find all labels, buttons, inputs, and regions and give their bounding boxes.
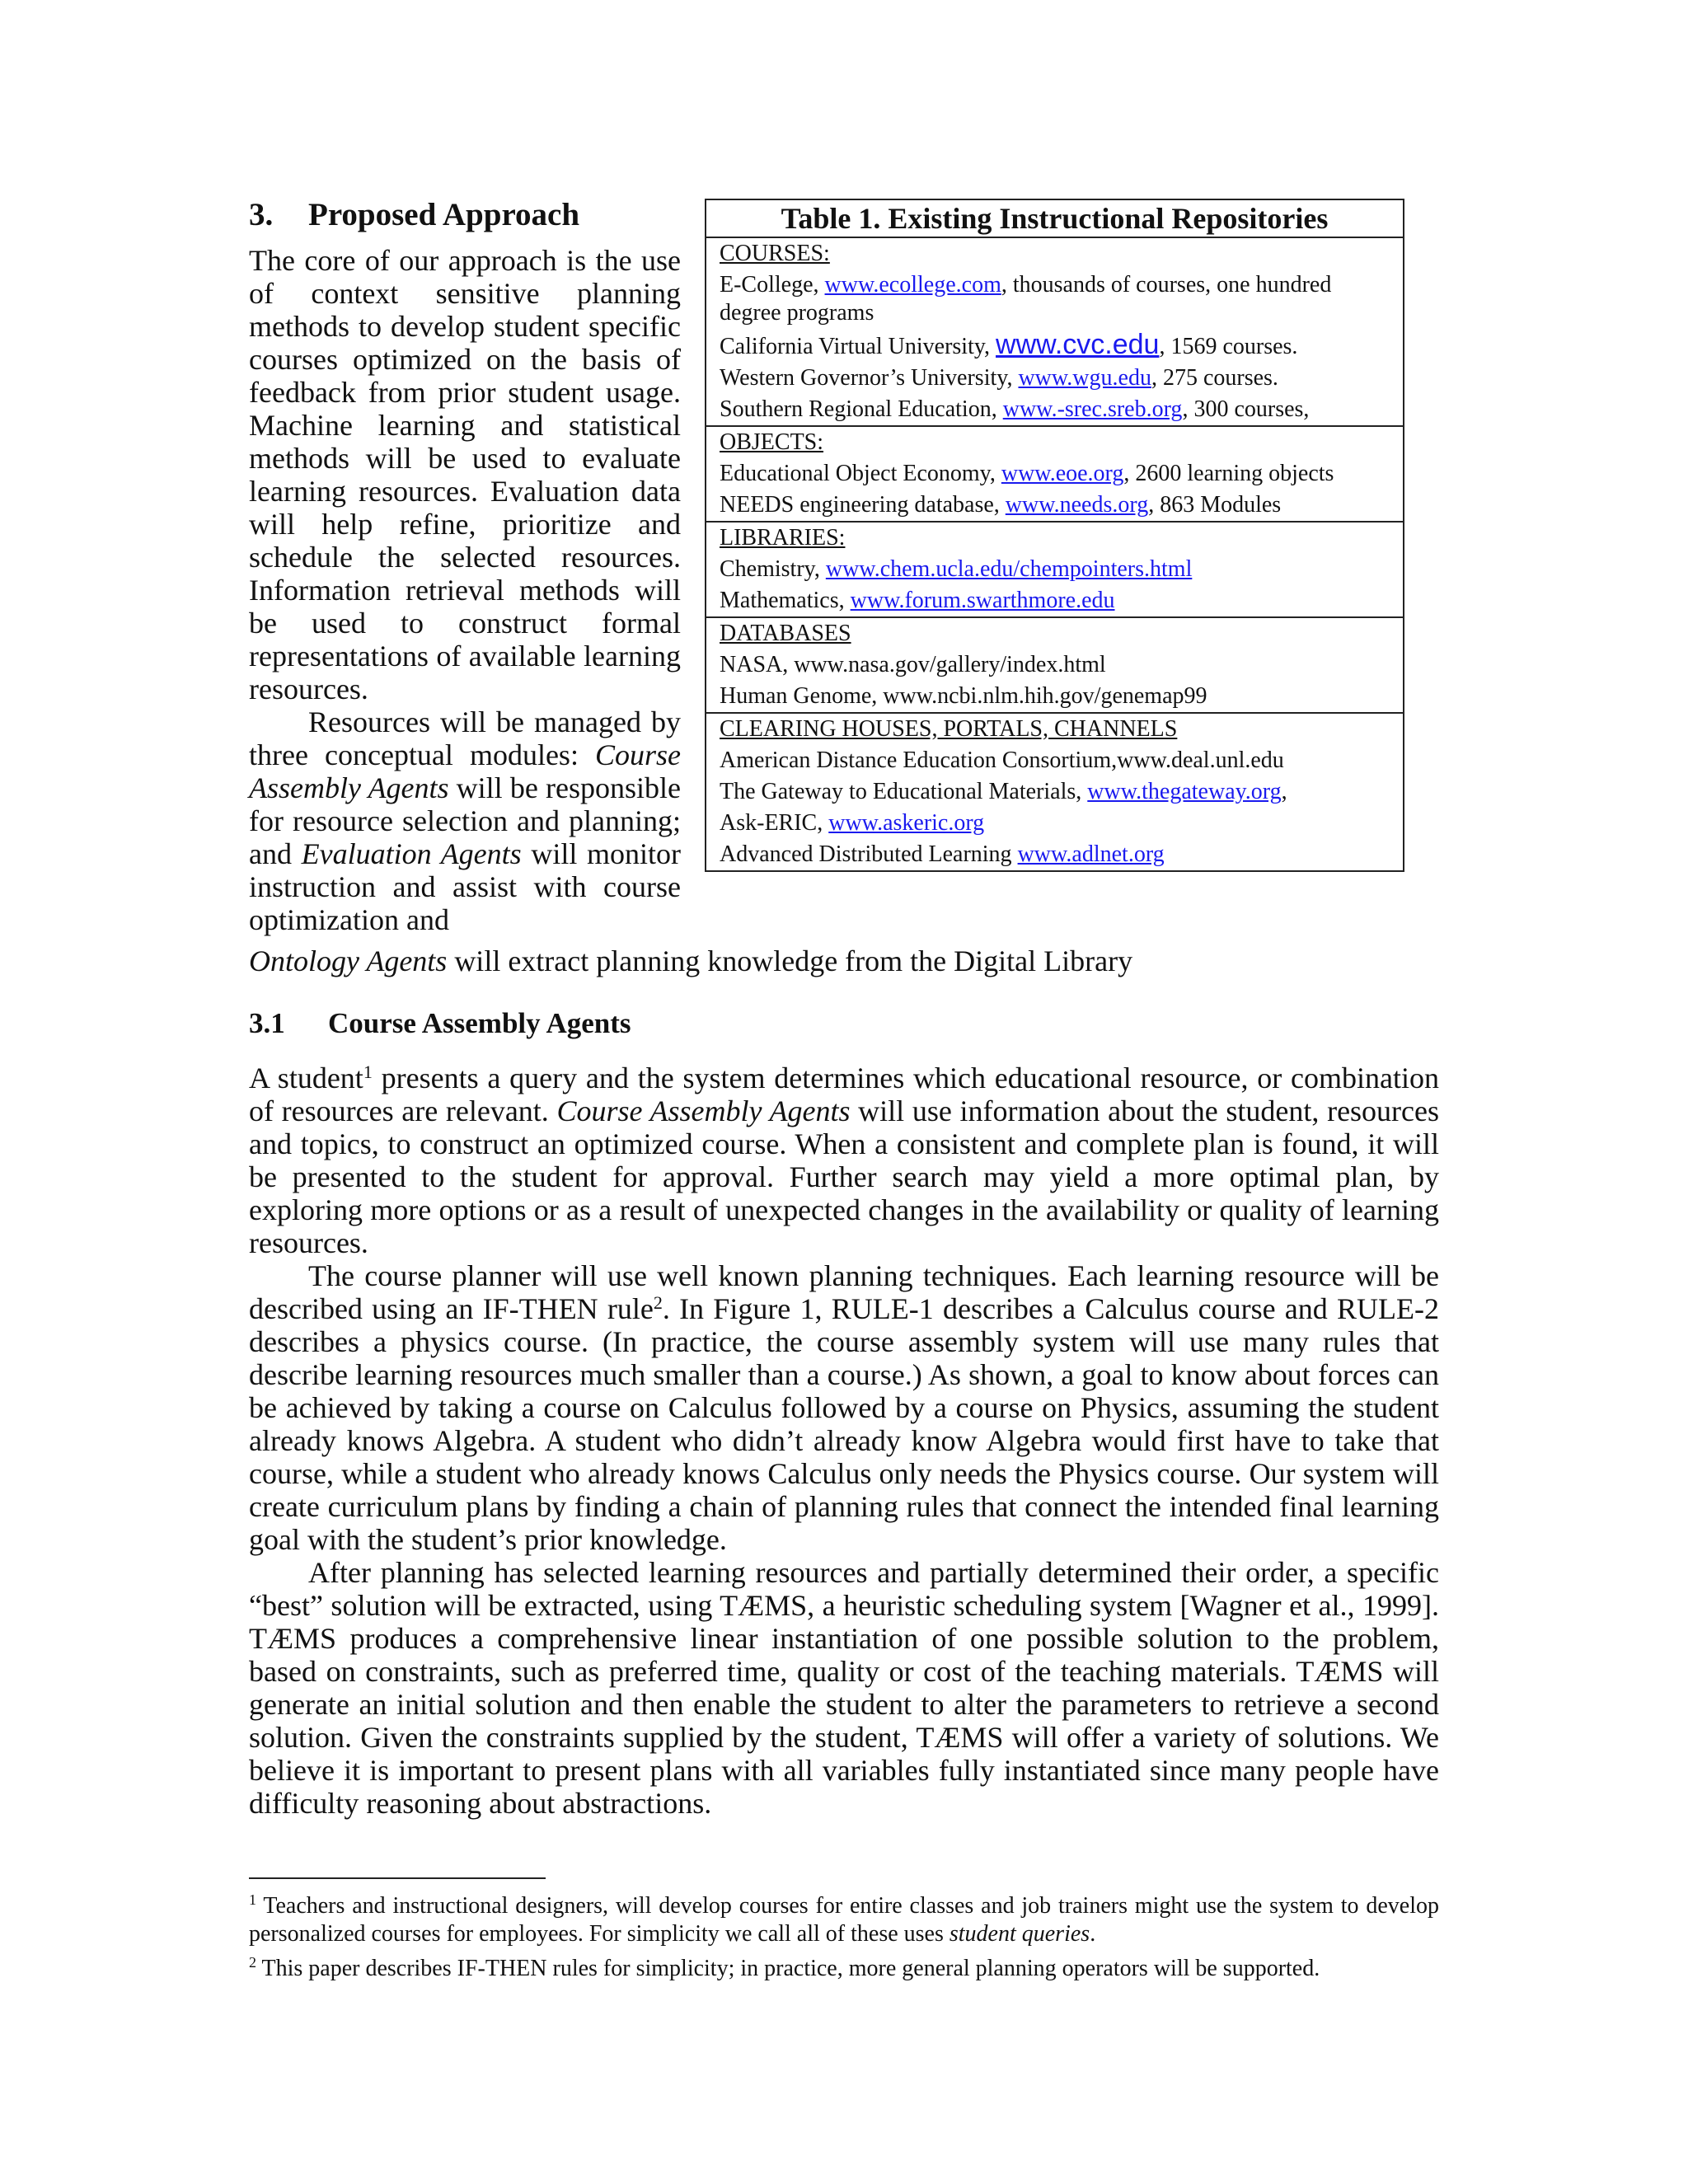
- table-section-heading: OBJECTS:: [720, 429, 824, 455]
- section-3-heading: [249, 196, 579, 233]
- footnote-marker: 1: [363, 1062, 373, 1082]
- table-row: Mathematics, www.forum.swarthmore.edu: [720, 588, 1115, 613]
- footnote: $^1$ Teachers and instructional designers, will develop courses for entire classes and job trainers might use the system to develop personalized courses for employees. For simplicity we call all of these uses student queries.: [249, 1891, 1439, 1947]
- text-run: will monitor instruction and assist with course optimization and: [249, 837, 681, 936]
- text-run: will extract planning knowledge from the Digital Library: [447, 944, 1133, 977]
- repository-link[interactable]: www.needs.org: [1005, 492, 1149, 518]
- footnote-separator: [249, 1877, 546, 1879]
- emphasis: Course Assembly Agents: [556, 1094, 851, 1127]
- table-row: Ask-ERIC, www.askeric.org: [720, 810, 985, 836]
- table-section-heading: COURSES:: [720, 241, 830, 266]
- text-run: Resources will be managed by three conceptual modules:: [249, 705, 681, 771]
- paragraph: [249, 705, 681, 936]
- table-section-databases: [706, 618, 1403, 714]
- table-row: The Gateway to Educational Materials, www.thegateway.org,: [720, 779, 1287, 804]
- table-section-heading: CLEARING HOUSES, PORTALS, CHANNELS: [720, 716, 1178, 742]
- repository-link[interactable]: www.adlnet.org: [1017, 841, 1165, 867]
- table-section-courses: [706, 238, 1403, 427]
- table-row: California Virtual University, www.cvc.edu, 1569 courses.: [720, 329, 1298, 360]
- repository-link[interactable]: www.cvc.edu: [996, 329, 1160, 360]
- section-title: Proposed Approach: [308, 197, 580, 232]
- table-row: Advanced Distributed Learning www.adlnet.org: [720, 841, 1165, 867]
- table-row: American Distance Education Consortium,www.deal.unl.edu: [720, 748, 1284, 773]
- section-title: Course Assembly Agents: [328, 1007, 631, 1039]
- table-row: Human Genome, www.ncbi.nlm.hih.gov/genemap99: [720, 683, 1207, 709]
- footnote-marker: 2: [653, 1292, 663, 1313]
- paragraph: A student$^1$ presents a query and the system determines which educational resource, or combination of resources are relevant. Course Assembly Agents will use information about the student, resources and topics, to construct an optimized course. When a consistent and complete plan is found, it will be presented to the student for approval. Further search may yield a more optimal plan, by exploring more options or as a result of unexpected changes in the availability or quality of learning resources.: [249, 1062, 1440, 1259]
- continuation-line: [249, 944, 1132, 977]
- repository-link[interactable]: www.askeric.org: [828, 810, 985, 836]
- repository-link[interactable]: www.thegateway.org: [1087, 779, 1282, 804]
- section-3-1-body: [249, 1062, 1439, 1820]
- table-row: NASA, www.nasa.gov/gallery/index.html: [720, 652, 1106, 677]
- table-section-heading: DATABASES: [720, 621, 851, 646]
- repository-link[interactable]: www.eoe.org: [1001, 461, 1124, 486]
- section-number: 3.1: [249, 1007, 285, 1039]
- table-row: Southern Regional Education, www.-srec.sreb.org, 300 courses,: [720, 396, 1310, 422]
- table-row: Western Governor’s University, www.wgu.edu, 275 courses.: [720, 365, 1278, 391]
- paragraph: After planning has selected learning resources and partially determined their order, a specific “best” solution will be extracted, using TÆMS, a heuristic scheduling system [Wagner et al., 1999]. TÆMS produces a comprehensive linear instantiation of one possible solution to the problem, based on constraints, such as preferred time, quality or cost of the teaching materials. TÆMS will generate an initial solution and then enable the student to alter the parameters to retrieve a second solution. Given the constraints supplied by the student, TÆMS will offer a variety of solutions. We believe it is important to present plans with all variables fully instantiated since many people have difficulty reasoning about abstractions.: [249, 1556, 1439, 1820]
- repository-link[interactable]: www.chem.ucla.edu/chempointers.html: [825, 556, 1193, 582]
- footnote: $^2$ This paper describes IF-THEN rules for simplicity; in practice, more general planning operators will be supported.: [249, 1954, 1320, 1981]
- paragraph: The course planner will use well known planning techniques. Each learning resource will be described using an IF-THEN rule$^2$. In Figure 1, RULE-1 describes a Calculus course and RULE-2 describes a physics course. (In practice, the course assembly system will use many rules that describe learning resources much smaller than a course.) As shown, a goal to know about forces can be achieved by taking a course on Calculus followed by a course on Physics, assuming the student already knows Algebra. A student who didn’t already know Algebra would first have to take that course, while a student who already knows Calculus only needs the Physics course. Our system will create curriculum plans by finding a chain of planning rules that connect the intended final learning goal with the student’s prior knowledge.: [249, 1259, 1439, 1556]
- text-run: will be responsible for resource selection and planning; and: [249, 771, 681, 870]
- repository-link[interactable]: www.-srec.sreb.org: [1002, 396, 1183, 422]
- table-caption: Table 1. Existing Instructional Repositories: [706, 200, 1403, 238]
- repository-link[interactable]: www.forum.swarthmore.edu: [850, 588, 1115, 613]
- table-row: E-College, www.ecollege.com, thousands of courses, one hundred degree programs: [720, 272, 1332, 326]
- table-section-clearing-houses: [706, 714, 1403, 870]
- emphasis: Ontology Agents: [249, 944, 448, 977]
- table-section-heading: LIBRARIES:: [720, 525, 846, 551]
- table-row: Chemistry, www.chem.ucla.edu/chempointers.html: [720, 556, 1193, 582]
- table-section-libraries: [706, 523, 1403, 618]
- emphasis: Course Assembly Agents: [249, 738, 681, 804]
- emphasis: Evaluation Agents: [301, 837, 522, 870]
- table-row: Educational Object Economy, www.eoe.org, 2600 learning objects: [720, 461, 1334, 486]
- repositories-table: [705, 199, 1404, 872]
- table-row: NEEDS engineering database, www.needs.org, 863 Modules: [720, 492, 1282, 518]
- left-column-text: [249, 244, 681, 936]
- section-3-1-heading: [249, 1007, 631, 1040]
- section-number: 3.: [249, 197, 274, 232]
- repository-link[interactable]: www.wgu.edu: [1018, 365, 1151, 391]
- footnotes: [249, 1892, 1439, 1990]
- paragraph: The core of our approach is the use of context sensitive planning methods to develop student specific courses optimized on the basis of feedback from prior student usage. Machine learning and statistical methods will be used to evaluate learning resources. Evaluation data will help refine, prioritize and schedule the selected resources. Information retrieval methods will be used to construct formal representations of available learning resources.: [249, 244, 681, 705]
- repository-link[interactable]: www.ecollege.com: [824, 272, 1001, 298]
- table-section-objects: [706, 427, 1403, 523]
